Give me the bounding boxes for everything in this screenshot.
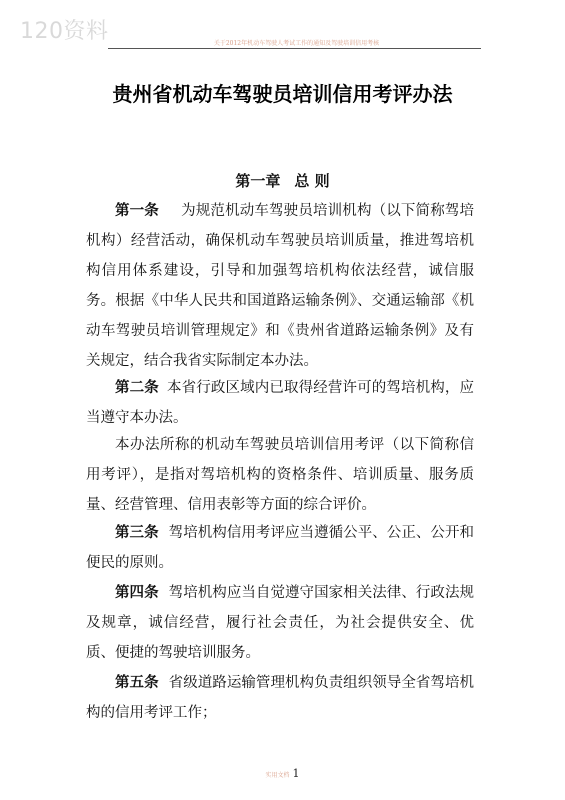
chapter-heading (0, 170, 565, 191)
footer-note: 实用文档 (265, 772, 290, 779)
article-label: 第四条 (115, 585, 159, 601)
chapter-name: 总 则 (294, 172, 330, 190)
chapter-number: 第一章 (235, 172, 281, 190)
article-label: 第三条 (115, 525, 159, 541)
article-5 (86, 668, 474, 728)
watermark-logo: 120资料 (20, 19, 109, 44)
article-2 (86, 373, 474, 433)
article-label: 第二条 (115, 380, 159, 396)
article-text: 为规范机动车驾驶员培训机构（以下简称驾培机构）经营活动，确保机动车驾驶员培训质量，推进驾培机构信用体系建设，引导和加强驾培机构依法经营，诚信服务。根据《中华人民共和国道路运输条例》、交通运输部《机动车驾驶员培训管理规定》和《贵州省道路运输条例》及有关规定，结合我省实际制定本办法。 (86, 203, 475, 369)
article-4 (86, 578, 474, 668)
article-text: 省级道路运输管理机构负责组织领导全省驾培机构的信用考评工作； (86, 675, 474, 721)
article-3 (86, 518, 474, 578)
page-header-text: 关于2012年机动车驾驶人考试工作的通知及驾驶培训信用考核 (213, 40, 380, 47)
article-2-paragraph-2 (86, 430, 474, 520)
header-divider (108, 48, 481, 49)
document-title: 贵州省机动车驾驶员培训信用考评办法 (112, 82, 453, 106)
page-number: 1 (292, 767, 300, 780)
article-label: 第一条 (115, 203, 159, 219)
article-text: 本办法所称的机动车驾驶员培训信用考评（以下简称信用考评），是指对驾培机构的资格条件、培训质量、服务质量、经营管理、信用表彰等方面的综合评价。 (86, 437, 474, 513)
article-label: 第五条 (115, 675, 159, 691)
article-text: 驾培机构信用考评应当遵循公平、公正、公开和便民的原则。 (86, 525, 474, 571)
article-1 (86, 196, 474, 376)
article-text: 驾培机构应当自觉遵守国家相关法律、行政法规及规章，诚信经营，履行社会责任，为社会提供安全、优质、便捷的驾驶培训服务。 (86, 585, 474, 661)
article-text: 本省行政区域内已取得经营许可的驾培机构，应当遵守本办法。 (86, 380, 474, 426)
page-footer (0, 767, 565, 780)
